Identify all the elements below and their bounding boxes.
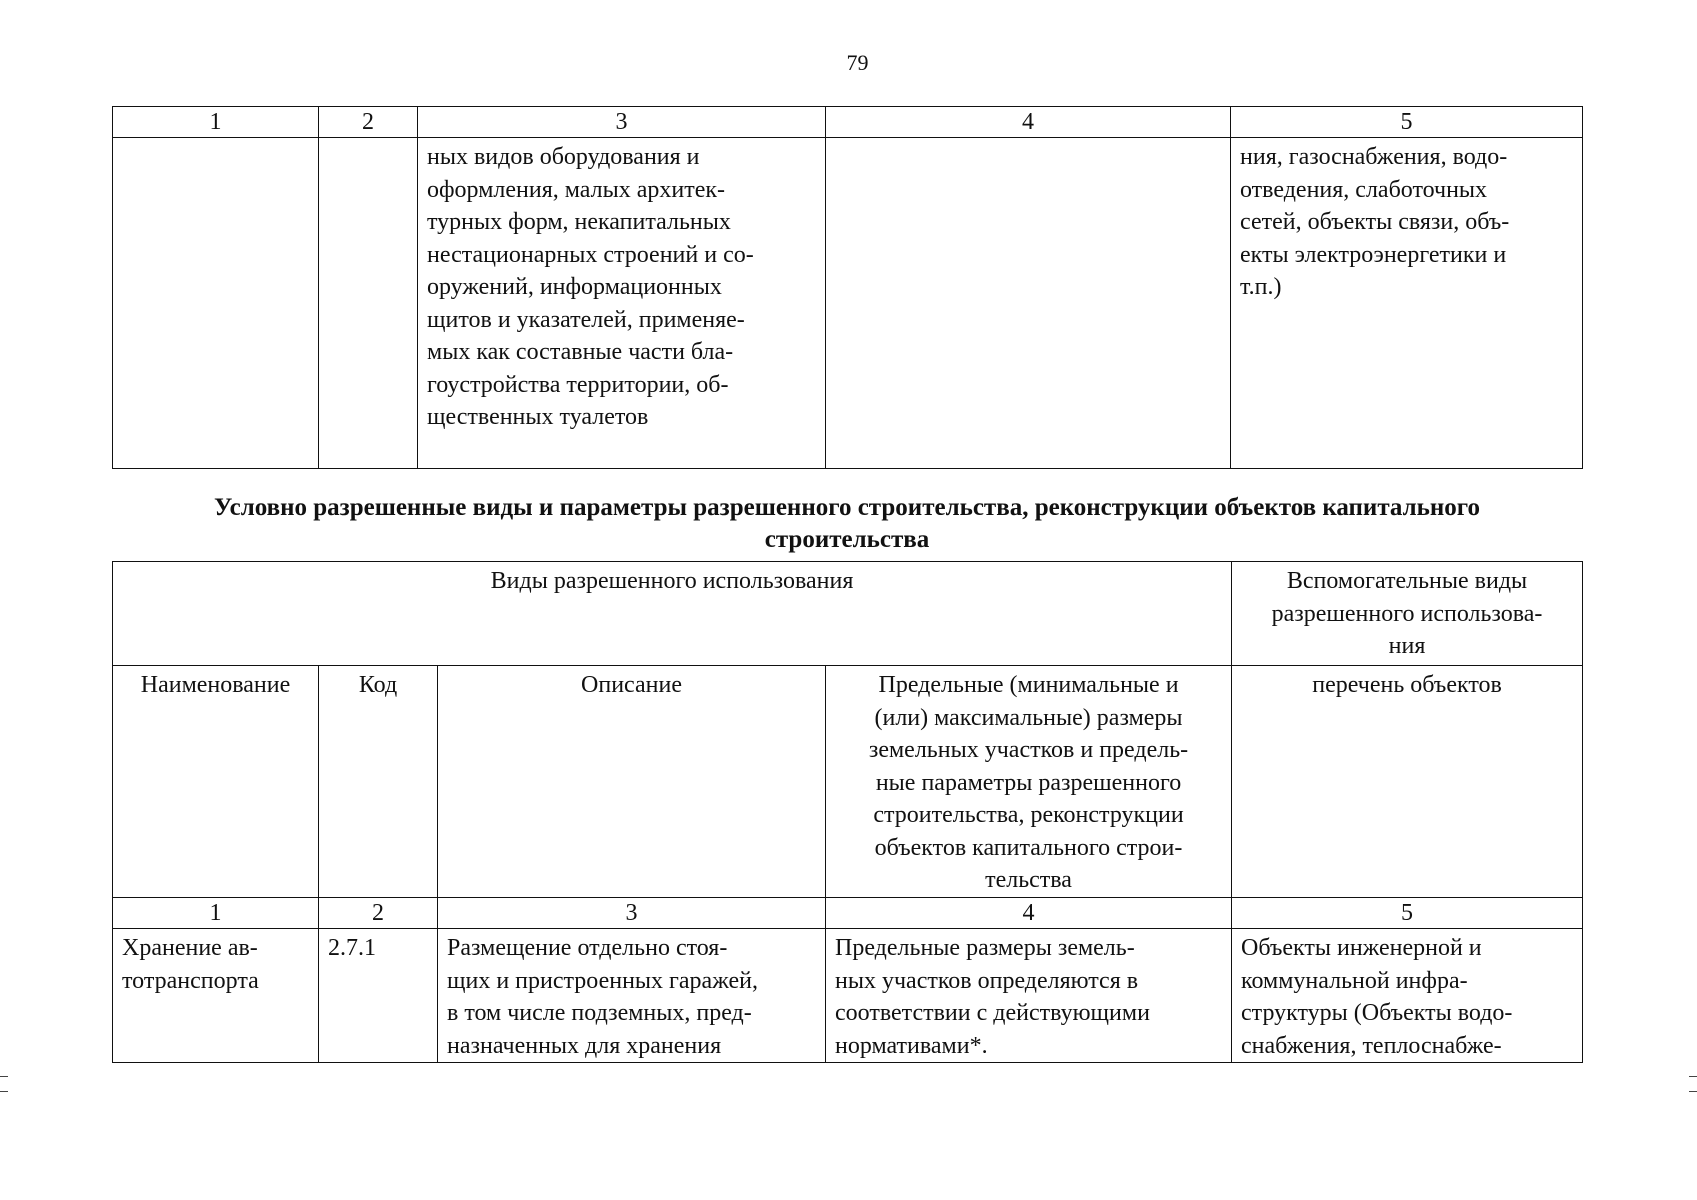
header-objects: перечень объектов	[1232, 666, 1583, 898]
text-line: земельных участков и предель-	[868, 737, 1189, 763]
column-number: 5	[1231, 107, 1583, 138]
group-header-row	[113, 562, 1583, 666]
cell-objects	[1231, 138, 1583, 469]
header-limits	[826, 666, 1232, 898]
column-number: 1	[113, 107, 319, 138]
header-row	[113, 666, 1583, 898]
text-line: оружений, информационных	[427, 274, 722, 300]
text-line: щественных туалетов	[427, 404, 649, 430]
cell-objects	[1232, 929, 1583, 1063]
text-line: объектов капитального строи-	[874, 834, 1183, 861]
text-line: гоустройства территории, об-	[427, 371, 729, 398]
text-line: оформления, малых архитек-	[427, 176, 726, 203]
column-number: 1	[113, 898, 319, 929]
text-line: Предельные (минимальные и	[878, 672, 1179, 698]
text-line: Объекты инженерной и	[1241, 935, 1482, 961]
text-line: отведения, слаботочных	[1240, 176, 1488, 203]
cell-limits	[826, 929, 1232, 1063]
text-line: щих и пристроенных гаражей,	[447, 967, 758, 994]
column-number: 4	[826, 107, 1231, 138]
header-description: Описание	[438, 666, 826, 898]
margin-mark	[1689, 1076, 1697, 1092]
text-line: тотранспорта	[122, 967, 259, 994]
cell-name	[113, 138, 319, 469]
column-number-row	[113, 107, 1583, 138]
text-line: ных участков определяются в	[835, 967, 1139, 994]
continuation-table	[112, 106, 1583, 469]
cell-name	[113, 929, 319, 1063]
table-row	[113, 929, 1583, 1063]
text-line: в том числе подземных, пред-	[447, 1000, 752, 1026]
text-line: тельства	[985, 867, 1072, 893]
section-title-line: Условно разрешенные виды и параметры разрешенного строительства, реконструкции объектов капитального	[213, 494, 1481, 521]
text-line: разрешенного использова-	[1271, 600, 1543, 627]
text-line: Хранение ав-	[122, 935, 258, 961]
page-number: 79	[846, 50, 869, 75]
group-header-auxiliary	[1232, 562, 1583, 666]
text-line: снабжения, теплоснабже-	[1241, 1032, 1502, 1059]
group-header-uses: Виды разрешенного использования	[113, 562, 1232, 666]
conditional-uses-table	[112, 561, 1583, 1063]
text-line: ния, газоснабжения, водо-	[1240, 144, 1508, 170]
column-number: 3	[438, 898, 826, 929]
column-number: 3	[418, 107, 826, 138]
text-line: екты электроэнергетики и	[1240, 241, 1507, 268]
section-title-line: строительства	[764, 526, 930, 553]
table-row	[113, 138, 1583, 469]
text-line: мых как составные части бла-	[427, 339, 734, 365]
column-number-row	[113, 898, 1583, 929]
cell-description	[418, 138, 826, 469]
text-line: ния	[1388, 633, 1426, 659]
column-number: 4	[826, 898, 1232, 929]
text-line: турных форм, некапитальных	[427, 209, 731, 235]
cell-description	[438, 929, 826, 1063]
column-number: 2	[319, 107, 418, 138]
text-line: нормативами*.	[835, 1032, 988, 1059]
text-line: коммунальной инфра-	[1241, 967, 1468, 994]
text-line: нестационарных строений и со-	[427, 241, 754, 268]
cell-code: 2.7.1	[319, 929, 438, 1063]
text-line: назначенных для хранения	[447, 1032, 722, 1059]
text-line: ные параметры разрешенного	[875, 769, 1182, 796]
text-line: структуры (Объекты водо-	[1241, 1000, 1513, 1026]
column-number: 5	[1232, 898, 1583, 929]
text-line: щитов и указателей, применяе-	[427, 306, 745, 333]
header-code: Код	[319, 666, 438, 898]
text-line: ных видов оборудования и	[427, 144, 700, 170]
text-line: сетей, объекты связи, объ-	[1240, 209, 1510, 235]
cell-code	[319, 138, 418, 469]
text-line: строительства, реконструкции	[873, 802, 1184, 828]
column-number: 2	[319, 898, 438, 929]
margin-mark	[0, 1076, 8, 1092]
text-line: (или) максимальные) размеры	[874, 704, 1183, 731]
text-line: т.п.)	[1240, 274, 1282, 300]
cell-limits	[826, 138, 1231, 469]
text-line: Вспомогательные виды	[1286, 568, 1528, 594]
text-line: Размещение отдельно стоя-	[447, 935, 728, 961]
header-name: Наименование	[113, 666, 319, 898]
section-title	[112, 492, 1582, 556]
text-line: Предельные размеры земель-	[835, 935, 1135, 961]
text-line: соответствии с действующими	[835, 1000, 1150, 1026]
